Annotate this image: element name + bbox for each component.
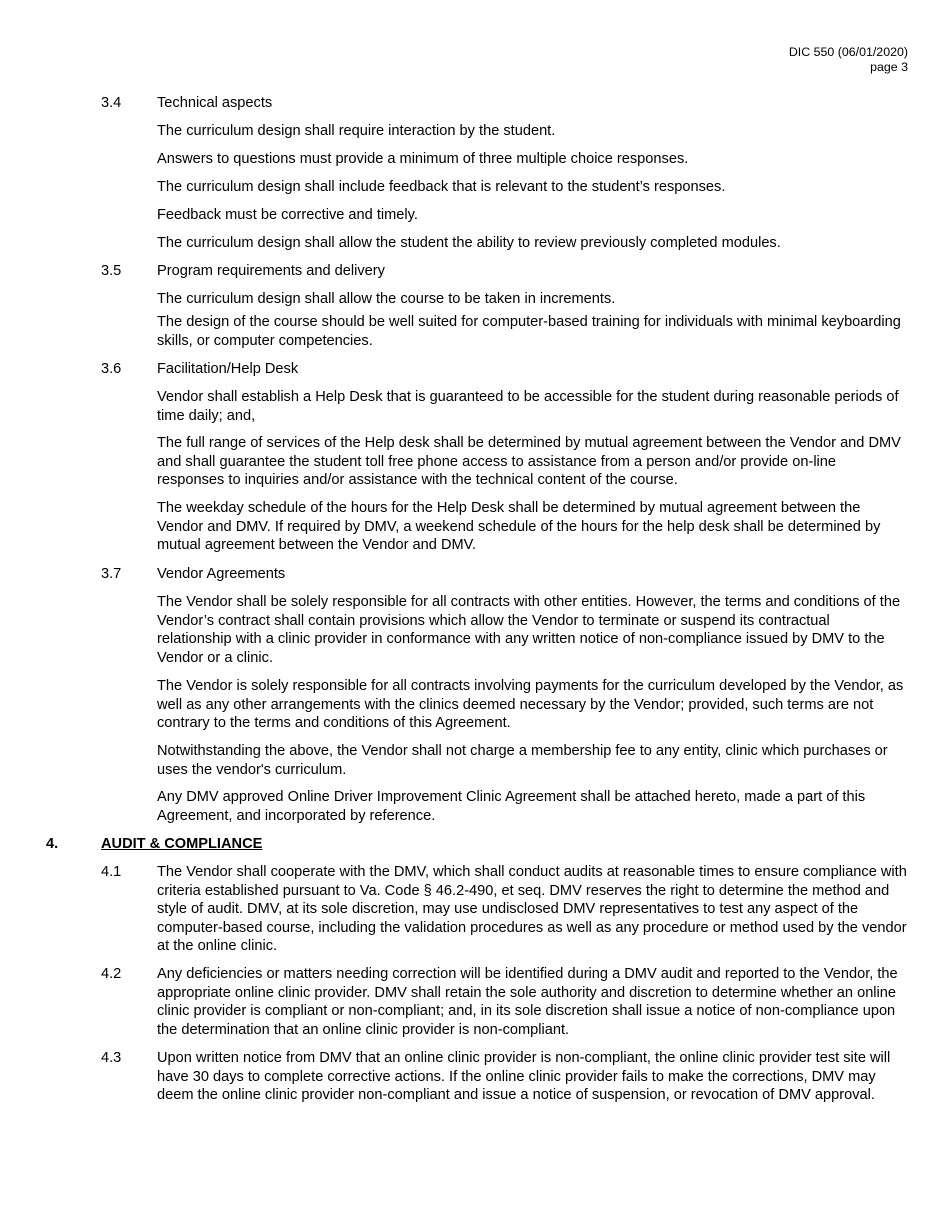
paragraph: The weekday schedule of the hours for the Help Desk shall be determined by mutual agreement between the Vendor and DMV. If required by DMV, a weekend schedule of the hours for the help desk shall be determined by mutual agreement between the Vendor and DMV. <box>157 500 881 554</box>
paragraph: Any DMV approved Online Driver Improvement Clinic Agreement shall be attached hereto, made a part of this Agreement, and incorporated by reference. <box>157 789 866 824</box>
page-number: page 3 <box>870 59 908 74</box>
section-number-4-3: 4.3 <box>101 1050 122 1066</box>
section-number-4: 4. <box>46 836 59 852</box>
paragraph: Vendor shall establish a Help Desk that is guaranteed to be accessible for the student during reasonable periods of time daily; and, <box>157 389 899 424</box>
paragraph: The Vendor shall cooperate with the DMV, which shall conduct audits at reasonable times to ensure compliance with criteria established pursuant to Va. Code § 46.2-490, et seq. DMV reserves the right to determine the method and style of audit. DMV, at its sole discretion, may use undisclosed DMV representatives to test any aspect of the computer-based course, including the validation procedures as well as any procedure or method used by the vendor at the online clinic. <box>157 864 907 955</box>
document-header <box>789 45 908 74</box>
form-number: DIC 550 (06/01/2020) <box>788 45 908 59</box>
section-title-3-4: Technical aspects <box>157 95 273 111</box>
section-number-4-2: 4.2 <box>101 966 122 982</box>
section-number-4-1: 4.1 <box>101 864 122 880</box>
section-title-3-5: Program requirements and delivery <box>157 263 385 279</box>
paragraph: The curriculum design shall allow the course to be taken in increments. <box>157 291 616 307</box>
section-title-3-7: Vendor Agreements <box>157 566 286 582</box>
paragraph: The Vendor shall be solely responsible for all contracts with other entities. However, the terms and conditions of the Vendor’s contract shall contain provisions which allow the Vendor to terminate or suspend its contractual relationship with a clinic provider in conformance with any written notice of non-compliance issued by DMV to the Vendor or a clinic. <box>157 594 901 666</box>
section-number-3-4: 3.4 <box>101 95 122 111</box>
paragraph: Any deficiencies or matters needing correction will be identified during a DMV audit and reported to the Vendor, the appropriate online clinic provider. DMV shall retain the sole authority and discretion to determine whether an online clinic provider is compliant or non-compliant; and, in its sole discretion shall issue a notice of non-compliance upon the determination that an online clinic provider is non-compliant. <box>157 966 898 1038</box>
section-title-3-6: Facilitation/Help Desk <box>157 361 299 377</box>
paragraph: Answers to questions must provide a minimum of three multiple choice responses. <box>157 151 689 167</box>
paragraph: Feedback must be corrective and timely. <box>157 207 418 223</box>
section-title-4: AUDIT & COMPLIANCE <box>101 836 263 852</box>
paragraph: The full range of services of the Help desk shall be determined by mutual agreement between the Vendor and DMV and shall guarantee the student toll free phone access to assistance from a person and/or provide on-line responses to inquiries and/or assistance with the technical content of the course. <box>157 435 901 489</box>
paragraph: The curriculum design shall allow the student the ability to review previously completed modules. <box>157 235 781 251</box>
paragraph: The curriculum design shall include feedback that is relevant to the student’s responses. <box>157 179 726 195</box>
paragraph: The Vendor is solely responsible for all contracts involving payments for the curriculum developed by the Vendor, as well as any other arrangements with the clinics deemed necessary by the Vendor; provided, such terms are not contrary to the terms and conditions of this Agreement. <box>157 678 904 732</box>
section-number-3-7: 3.7 <box>101 566 122 582</box>
section-number-3-5: 3.5 <box>101 263 122 279</box>
paragraph: The curriculum design shall require interaction by the student. <box>157 123 556 139</box>
section-number-3-6: 3.6 <box>101 361 122 377</box>
paragraph: Upon written notice from DMV that an online clinic provider is non-compliant, the online clinic provider test site will have 30 days to complete corrective actions. If the online clinic provider fails to make the corrections, DMV may deem the online clinic provider non-compliant and issue a notice of suspension, or revocation of DMV approval. <box>157 1050 891 1104</box>
paragraph: Notwithstanding the above, the Vendor shall not charge a membership fee to any entity, clinic which purchases or uses the vendor's curriculum. <box>157 743 888 778</box>
paragraph: The design of the course should be well suited for computer-based training for individuals with minimal keyboarding skills, or computer competencies. <box>157 314 901 349</box>
